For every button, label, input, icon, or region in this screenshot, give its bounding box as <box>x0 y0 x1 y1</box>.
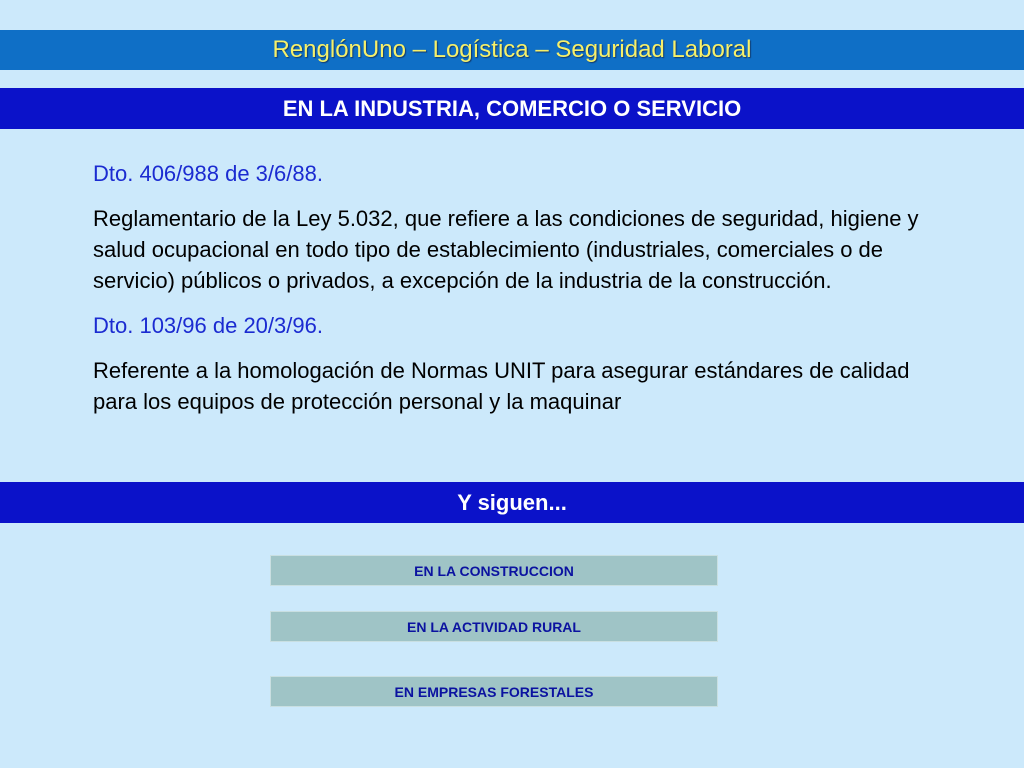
rural-activity-button[interactable] <box>270 611 718 642</box>
decree-1-description: Reglamentario de la Ley 5.032, que refiere a las condiciones de seguridad, higiene y salud ocupacional en todo tipo de establecimiento (industriales, comerciales o de servicio) públicos o privados, a excepción de la industria de la construcción. <box>93 206 919 293</box>
section-title: EN LA INDUSTRIA, COMERCIO O SERVICIO <box>282 95 742 121</box>
forestry-companies-button[interactable] <box>270 676 718 707</box>
decree-2-title: Dto. 103/96 de 20/3/96. <box>93 313 323 338</box>
decree-1-title: Dto. 406/988 de 3/6/88. <box>93 161 323 186</box>
construction-button[interactable] <box>270 555 718 586</box>
section-header <box>0 88 1024 129</box>
continues-title: Y siguen... <box>457 489 567 515</box>
forestry-companies-button-label: EN EMPRESAS FORESTALES <box>394 683 594 700</box>
decree-2-description: Referente a la homologación de Normas UNIT para asegurar estándares de calidad para los equipos de protección personal y la maquinar <box>93 358 910 414</box>
app-title: RenglónUno – Logística – Seguridad Laboral <box>272 36 752 63</box>
construction-button-label: EN LA CONSTRUCCION <box>414 562 574 579</box>
continues-header <box>0 482 1024 523</box>
rural-activity-button-label: EN LA ACTIVIDAD RURAL <box>407 618 581 635</box>
content-body <box>93 158 953 431</box>
app-title-bar <box>0 30 1024 70</box>
